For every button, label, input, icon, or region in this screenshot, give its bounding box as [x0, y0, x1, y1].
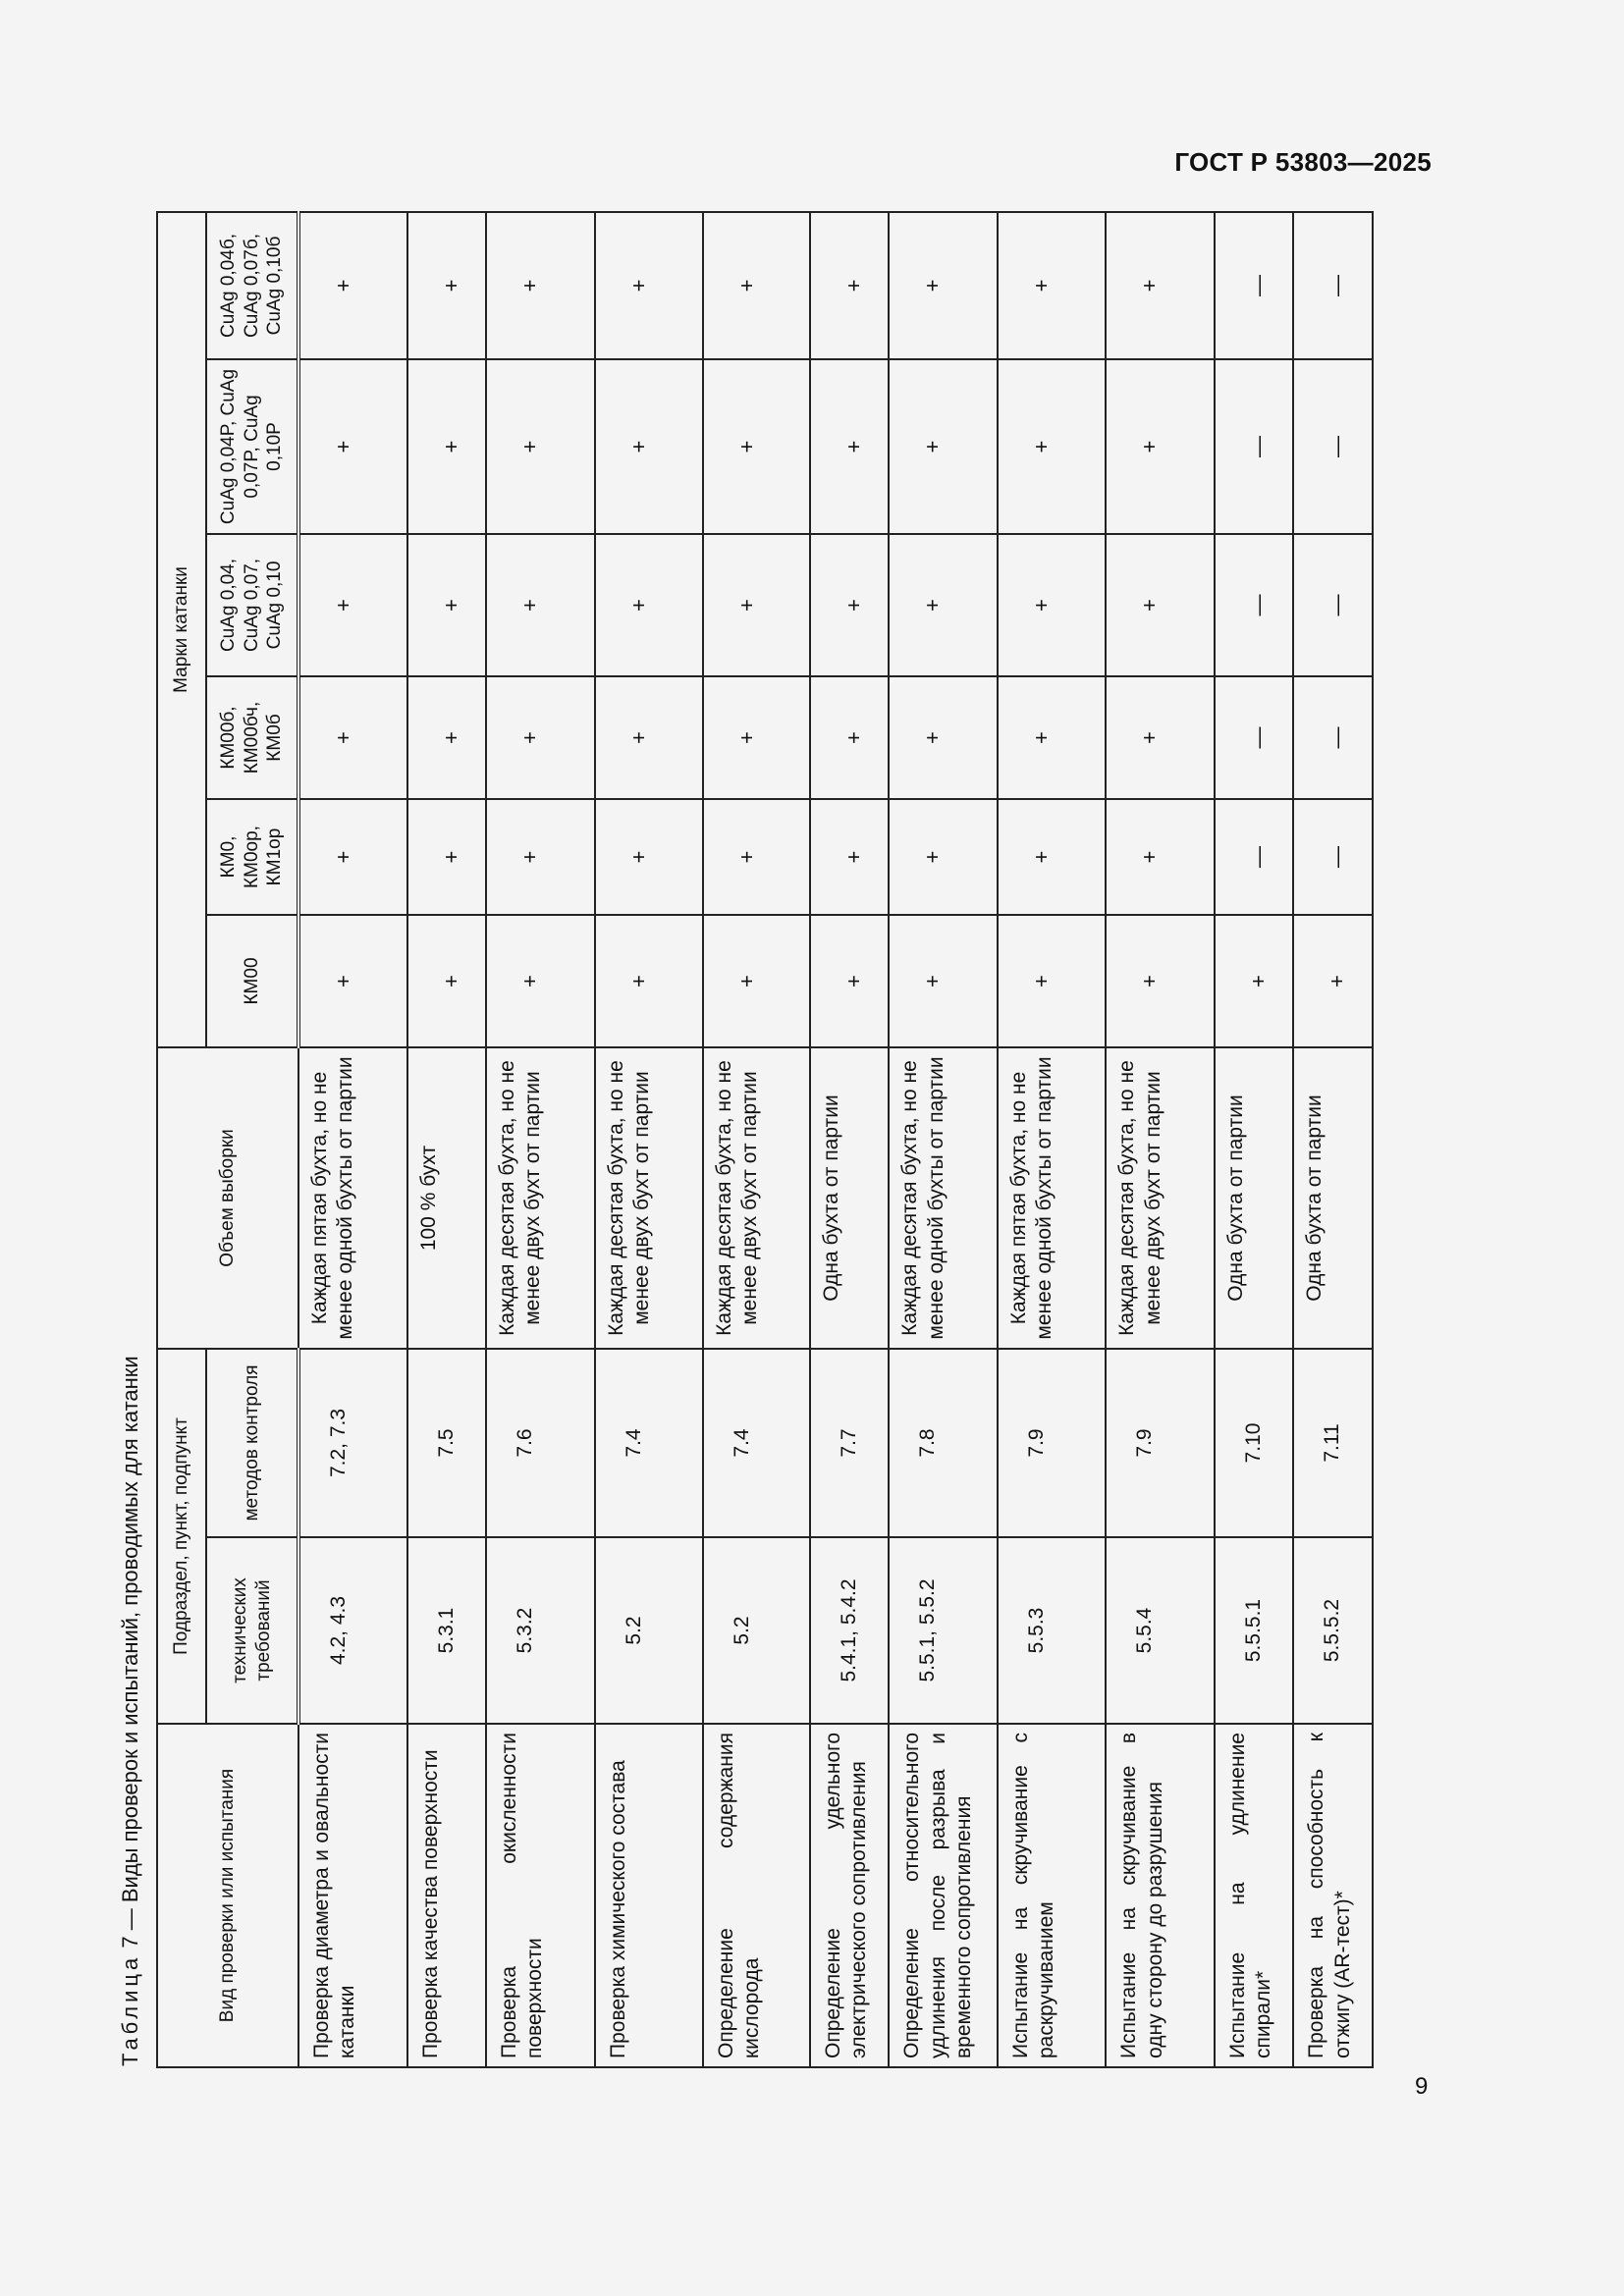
row-method: 7.10 — [1215, 1349, 1293, 1537]
row-mark: + — [595, 359, 704, 534]
row-method: 7.2, 7.3 — [298, 1349, 407, 1537]
row-method: 7.9 — [998, 1349, 1107, 1537]
row-sample-size: Каждая десятая бухта, но не менее двух бухт от партии — [703, 1047, 810, 1349]
row-mark: + — [998, 212, 1107, 359]
table-row — [1106, 212, 1215, 2067]
row-mark: + — [998, 799, 1107, 915]
row-sample-size: Каждая десятая бухта, но не менее одной бухты от партии — [889, 1047, 998, 1349]
row-tech-req: 5.2 — [703, 1537, 810, 1724]
row-mark: + — [889, 799, 998, 915]
row-mark: + — [1106, 534, 1215, 676]
row-mark: — — [1215, 799, 1293, 915]
row-mark: + — [486, 799, 595, 915]
row-mark: + — [407, 915, 486, 1047]
row-mark: + — [486, 676, 595, 799]
row-sample-size: Каждая десятая бухта, но не менее двух бухт от партии — [595, 1047, 704, 1349]
row-mark: + — [1106, 676, 1215, 799]
table-row — [998, 212, 1107, 2067]
table-row — [889, 212, 998, 2067]
row-tech-req: 5.5.3 — [998, 1537, 1107, 1724]
row-mark: + — [889, 676, 998, 799]
row-method: 7.6 — [486, 1349, 595, 1537]
table-caption — [111, 130, 150, 2071]
header-grade: CuAg 0,04P, CuAg 0,07P, CuAg 0,10P — [206, 359, 298, 534]
row-method: 7.8 — [889, 1349, 998, 1537]
row-test-name: Проверка диаметра и овальности катанки — [298, 1724, 407, 2067]
row-tech-req: 5.5.5.1 — [1215, 1537, 1293, 1724]
row-test-name: Проверка окисленности поверхности — [486, 1724, 595, 2067]
row-test-name: Проверка химического состава — [595, 1724, 704, 2067]
row-mark: + — [1293, 915, 1373, 1047]
row-mark: + — [407, 676, 486, 799]
row-mark: + — [595, 799, 704, 915]
row-tech-req: 5.5.1, 5.5.2 — [889, 1537, 998, 1724]
row-test-name: Испытание на скручивание в одну сторону до разрушения — [1106, 1724, 1215, 2067]
row-mark: + — [703, 676, 810, 799]
row-mark: + — [889, 915, 998, 1047]
row-tech-req: 4.2, 4.3 — [298, 1537, 407, 1724]
row-method: 7.7 — [810, 1349, 889, 1537]
row-mark: — — [1215, 359, 1293, 534]
row-mark: + — [889, 359, 998, 534]
row-mark: + — [298, 212, 407, 359]
row-mark: + — [486, 534, 595, 676]
row-sample-size: Каждая десятая бухта, но не менее двух бухт от партии — [1106, 1047, 1215, 1349]
table-row — [407, 212, 486, 2067]
row-mark: + — [595, 534, 704, 676]
row-sample-size: Одна бухта от партии — [1215, 1047, 1293, 1349]
page-number: 9 — [1415, 2073, 1429, 2100]
row-mark: + — [407, 799, 486, 915]
row-mark: — — [1293, 212, 1373, 359]
row-tech-req: 5.5.5.2 — [1293, 1537, 1373, 1724]
header-tech-req: технических требований — [206, 1537, 298, 1724]
row-mark: — — [1293, 359, 1373, 534]
row-mark: — — [1215, 534, 1293, 676]
row-test-name: Испытание на скручивание с раскручиванием — [998, 1724, 1107, 2067]
rotated-table-block — [111, 130, 1354, 2071]
table-row — [298, 212, 407, 2067]
row-mark: + — [1106, 799, 1215, 915]
header-type: Вид проверки или испытания — [157, 1724, 298, 2067]
header-test-methods: методов контроля — [206, 1349, 298, 1537]
table-row — [1293, 212, 1373, 2067]
row-mark: + — [298, 676, 407, 799]
row-test-name: Определение удельного электрического сопротивления — [810, 1724, 889, 2067]
row-mark: — — [1293, 799, 1373, 915]
row-method: 7.11 — [1293, 1349, 1373, 1537]
row-mark: + — [998, 915, 1107, 1047]
table-row — [810, 212, 889, 2067]
row-mark: + — [810, 676, 889, 799]
row-sample-size: Одна бухта от партии — [1293, 1047, 1373, 1349]
row-mark: + — [889, 212, 998, 359]
row-mark: + — [407, 212, 486, 359]
row-test-name: Определение относительного удлинения после разрыва и временного сопротивления — [889, 1724, 998, 2067]
table-row — [595, 212, 704, 2067]
row-method: 7.4 — [595, 1349, 704, 1537]
row-mark: + — [1106, 359, 1215, 534]
header-grades-group: Марки катанки — [157, 212, 206, 1047]
row-mark: + — [1106, 212, 1215, 359]
header-section-group: Подраздел, пункт, подпункт — [157, 1349, 206, 1724]
row-mark: + — [298, 915, 407, 1047]
row-mark: + — [810, 212, 889, 359]
row-mark: + — [703, 915, 810, 1047]
row-test-name: Испытание на удлинение спирали* — [1215, 1724, 1293, 2067]
inspection-table — [156, 211, 1374, 2068]
row-method: 7.4 — [703, 1349, 810, 1537]
row-tech-req: 5.3.2 — [486, 1537, 595, 1724]
table-caption-text: 7 — Виды проверок и испытаний, проводимых для катанки — [118, 1356, 142, 1949]
row-mark: — — [1215, 676, 1293, 799]
row-mark: — — [1293, 534, 1373, 676]
row-tech-req: 5.5.4 — [1106, 1537, 1215, 1724]
row-mark: + — [998, 534, 1107, 676]
row-mark: + — [703, 534, 810, 676]
table-caption-prefix: Таблица — [118, 1953, 142, 2066]
row-method: 7.9 — [1106, 1349, 1215, 1537]
document-code: ГОСТ Р 53803—2025 — [1174, 147, 1432, 177]
row-mark: + — [595, 915, 704, 1047]
row-mark: + — [298, 799, 407, 915]
row-mark: + — [595, 212, 704, 359]
row-test-name: Проверка на способность к отжигу (AR-тест)* — [1293, 1724, 1373, 2067]
row-mark: + — [595, 676, 704, 799]
header-grade: КМ0, КМ0ор, КМ1ор — [206, 799, 298, 915]
row-sample-size: Каждая десятая бухта, но не менее двух бухт от партии — [486, 1047, 595, 1349]
row-mark: + — [407, 534, 486, 676]
row-mark: + — [703, 359, 810, 534]
row-sample-size: Каждая пятая бухта, но не менее одной бухты от партии — [298, 1047, 407, 1349]
row-mark: + — [298, 534, 407, 676]
row-method: 7.5 — [407, 1349, 486, 1537]
table-row — [703, 212, 810, 2067]
header-grade: CuAg 0,04б, CuAg 0,07б, CuAg 0,10б — [206, 212, 298, 359]
row-mark: + — [810, 359, 889, 534]
row-sample-size: Одна бухта от партии — [810, 1047, 889, 1349]
row-mark: + — [486, 212, 595, 359]
row-tech-req: 5.2 — [595, 1537, 704, 1724]
row-mark: + — [998, 676, 1107, 799]
row-test-name: Проверка качества поверхности — [407, 1724, 486, 2067]
table-row — [1215, 212, 1293, 2067]
row-mark: + — [486, 359, 595, 534]
row-mark: + — [298, 359, 407, 534]
row-mark: + — [703, 212, 810, 359]
row-sample-size: 100 % бухт — [407, 1047, 486, 1349]
header-grade: КМ00 — [206, 915, 298, 1047]
row-tech-req: 5.4.1, 5.4.2 — [810, 1537, 889, 1724]
row-mark: + — [1215, 915, 1293, 1047]
row-mark: — — [1293, 676, 1373, 799]
header-grade: КМ00б, КМ00бч, КМ0б — [206, 676, 298, 799]
header-sample-size: Объем выборки — [157, 1047, 298, 1349]
row-mark: + — [889, 534, 998, 676]
row-sample-size: Каждая пятая бухта, но не менее одной бухты от партии — [998, 1047, 1107, 1349]
row-mark: — — [1215, 212, 1293, 359]
row-mark: + — [703, 799, 810, 915]
table-row — [486, 212, 595, 2067]
row-mark: + — [810, 534, 889, 676]
row-test-name: Определение содержания кислорода — [703, 1724, 810, 2067]
row-mark: + — [810, 915, 889, 1047]
row-mark: + — [407, 359, 486, 534]
row-mark: + — [486, 915, 595, 1047]
header-grade: CuAg 0,04, CuAg 0,07, CuAg 0,10 — [206, 534, 298, 676]
row-mark: + — [998, 359, 1107, 534]
row-mark: + — [1106, 915, 1215, 1047]
row-tech-req: 5.3.1 — [407, 1537, 486, 1724]
row-mark: + — [810, 799, 889, 915]
